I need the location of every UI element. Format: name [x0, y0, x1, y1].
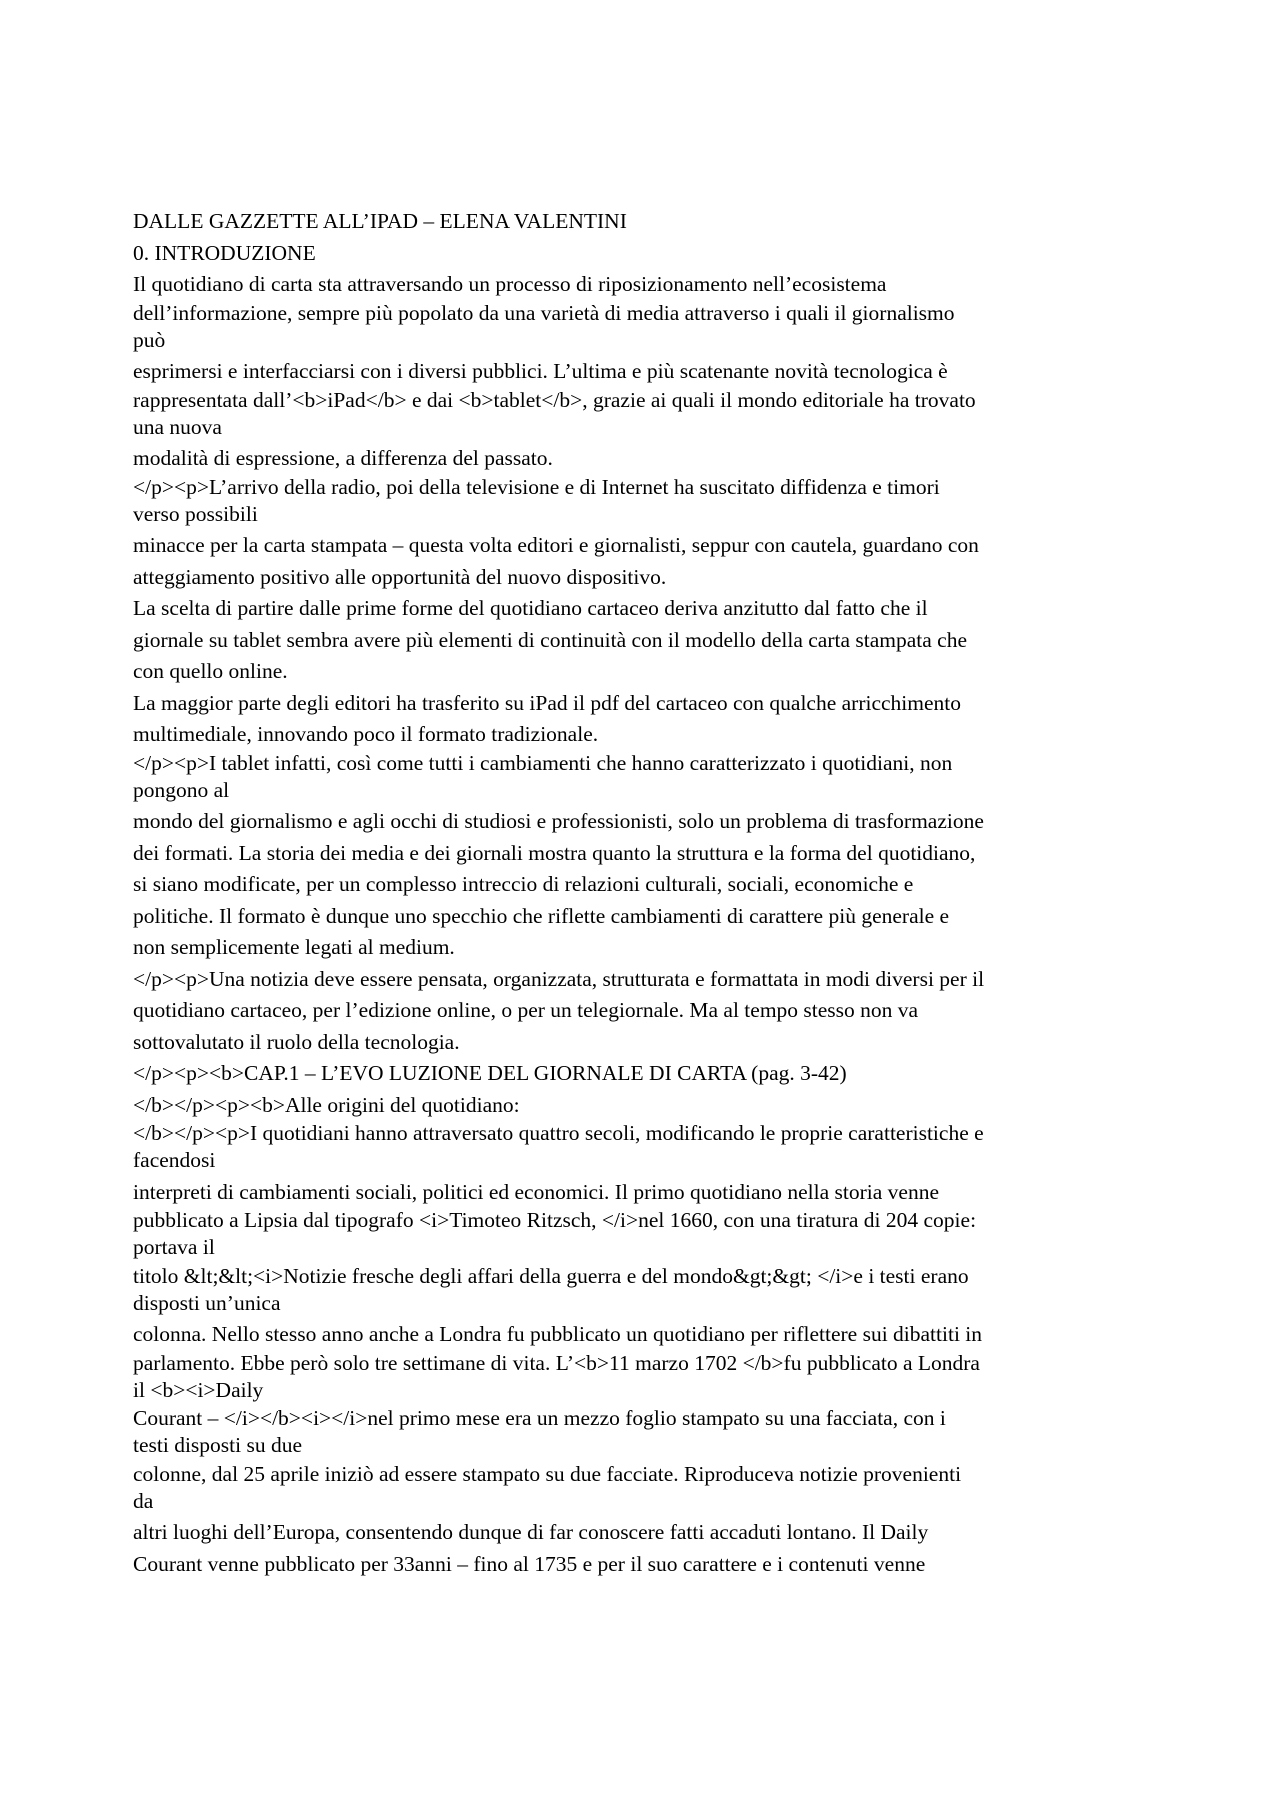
text-line: titolo &lt;&lt;<i>Notizie fresche degli affari della guerra e del mondo&gt;&gt; </i>e i testi erano — [133, 1263, 969, 1288]
text-line: giornale su tablet sembra avere più elementi di continuità con il modello della carta stampata che — [133, 627, 968, 652]
text-line: </b></p><p>I quotidiani hanno attraversato quattro secoli, modificando le proprie caratteristiche e — [133, 1121, 984, 1145]
text-line: interpreti di cambiamenti sociali, politici ed economici. Il primo quotidiano nella storia venne — [133, 1179, 940, 1204]
text-line: pubblicato a Lipsia dal tipografo <i>Timoteo Ritzsch, </i>nel 1660, con una tiratura di 204 copie: — [133, 1208, 977, 1232]
text-line: portava il — [133, 1235, 215, 1259]
text-line: esprimersi e interfacciarsi con i diversi pubblici. L’ultima e più scatenante novità tecnologica è — [133, 359, 948, 383]
text-line: testi disposti su due — [133, 1433, 303, 1457]
text-line: verso possibili — [133, 501, 258, 526]
text-line: dell’informazione, sempre più popolato da una varietà di media attraverso i quali il giornalismo — [133, 300, 955, 325]
section-heading: 0. INTRODUZIONE — [133, 240, 316, 265]
text-line: </p><p>Una notizia deve essere pensata, organizzata, strutturata e formattata in modi diversi per il — [133, 966, 985, 991]
text-line: dei formati. La storia dei media e dei giornali mostra quanto la struttura e la forma del quotidiano, — [133, 840, 976, 865]
text-line: Courant – </i></b><i></i>nel primo mese era un mezzo foglio stampato su una facciata, con i — [133, 1406, 946, 1430]
text-line: pongono al — [133, 777, 230, 802]
text-line: sottovalutato il ruolo della tecnologia. — [133, 1029, 460, 1054]
text-line: Il quotidiano di carta sta attraversando un processo di riposizionamento nell’ecosistema — [133, 272, 887, 296]
document-text — [133, 206, 1173, 1580]
text-line: da — [133, 1488, 154, 1513]
text-line: disposti un’unica — [133, 1290, 281, 1315]
text-line: parlamento. Ebbe però solo tre settimane di vita. L’<b>11 marzo 1702 </b>fu pubblicato a Londra — [133, 1350, 980, 1375]
text-line: modalità di espressione, a differenza del passato. — [133, 446, 553, 470]
text-line: minacce per la carta stampata – questa volta editori e giornalisti, seppur con cautela, guardano con — [133, 533, 979, 557]
text-line: colonna. Nello stesso anno anche a Londra fu pubblicato un quotidiano per riflettere sui dibattiti in — [133, 1322, 983, 1346]
text-line: Courant venne pubblicato per 33anni – fino al 1735 e per il suo carattere e i contenuti venne — [133, 1551, 926, 1576]
text-line: </p><p>L’arrivo della radio, poi della televisione e di Internet ha suscitato diffidenza e timori — [133, 474, 940, 499]
text-line: non semplicemente legati al medium. — [133, 935, 455, 959]
text-line: facendosi — [133, 1148, 216, 1172]
text-line: multimediale, innovando poco il formato tradizionale. — [133, 722, 599, 746]
text-line: </p><p>I tablet infatti, così come tutti i cambiamenti che hanno caratterizzato i quotidiani, non — [133, 750, 953, 775]
text-line: </b></p><p><b>Alle origini del quotidiano: — [133, 1092, 520, 1117]
text-line: altri luoghi dell’Europa, consentendo dunque di far conoscere fatti accaduti lontano. Il Daily — [133, 1520, 929, 1544]
text-line: si siano modificate, per un complesso intreccio di relazioni culturali, sociali, economiche e — [133, 872, 914, 896]
text-line: </p><p><b>CAP.1 – L’EVO LUZIONE DEL GIORNALE DI CARTA (pag. 3-42) — [133, 1061, 847, 1085]
text-line: rappresentata dall’<b>iPad</b> e dai <b>tablet</b>, grazie ai quali il mondo editoriale ha trovato — [133, 387, 976, 412]
document-title: DALLE GAZZETTE ALL’IPAD – ELENA VALENTINI — [133, 209, 627, 233]
text-line: può — [133, 327, 166, 352]
text-line: quotidiano cartaceo, per l’edizione online, o per un telegiornale. Ma al tempo stesso non va — [133, 998, 919, 1022]
text-line: il <b><i>Daily — [133, 1377, 264, 1402]
text-line: colonne, dal 25 aprile iniziò ad essere stampato su due facciate. Riproduceva notizie provenienti — [133, 1461, 962, 1486]
text-line: La maggior parte degli editori ha trasferito su iPad il pdf del cartaceo con qualche arricchimento — [133, 690, 962, 715]
text-line: mondo del giornalismo e agli occhi di studiosi e professionisti, solo un problema di trasformazione — [133, 809, 984, 833]
text-line: La scelta di partire dalle prime forme del quotidiano cartaceo deriva anzitutto dal fatto che il — [133, 596, 928, 620]
text-line: con quello online. — [133, 659, 288, 683]
text-line: politiche. Il formato è dunque uno specchio che riflette cambiamenti di carattere più generale e — [133, 903, 950, 928]
text-line: atteggiamento positivo alle opportunità del nuovo dispositivo. — [133, 564, 667, 589]
text-line: una nuova — [133, 414, 222, 439]
